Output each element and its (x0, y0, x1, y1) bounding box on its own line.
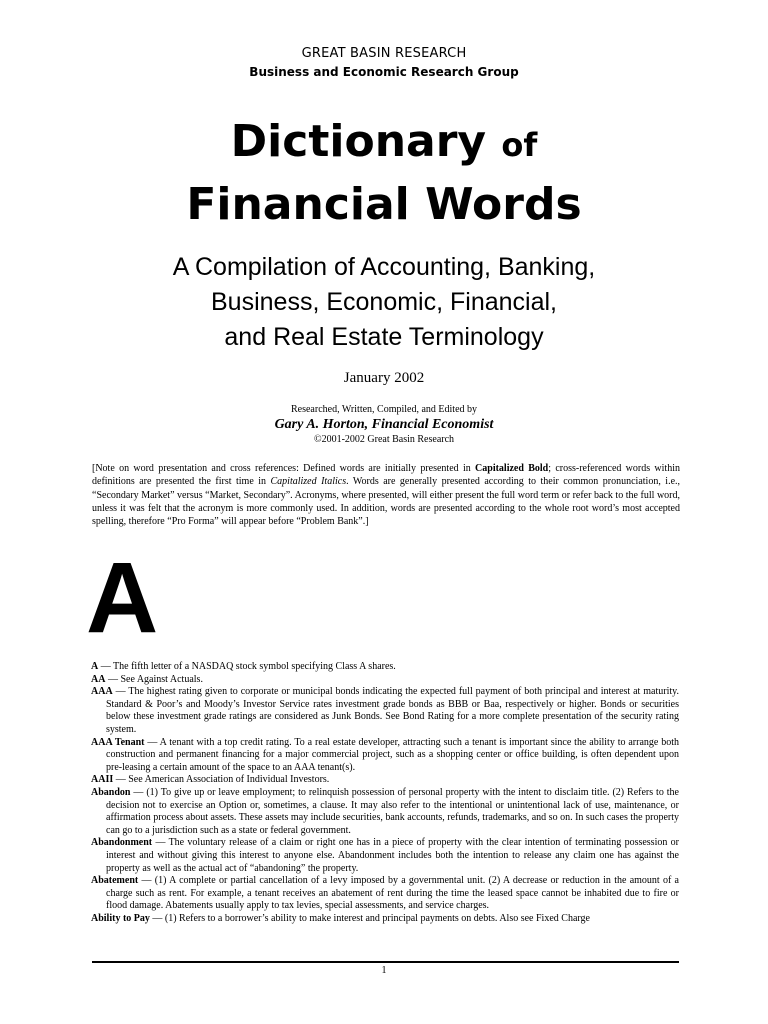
entry-term: AAA (91, 686, 113, 698)
list-item (91, 837, 679, 875)
entry-definition: — The highest rating given to corporate or municipal bonds indicating the expected full payment of both principal and interest at maturity. Standard & Poor’s and Moody’s Investor Service rates investment grade bonds as BBB or Baa, respectively or higher. Bonds or securities below these investment grade ratings are considered as Junk Bonds. See Bond Rating for a more complete presentation of the security rating system. (106, 686, 679, 735)
subtitle-line-2: Business, Economic, Financial, (211, 288, 557, 316)
entry-term: Abandonment (91, 837, 153, 849)
list-item (91, 737, 679, 775)
note-italic-sample: Capitalized Italics (270, 476, 347, 488)
entry-term: A (91, 661, 99, 672)
entry-definition: — (1) To give up or leave employment; to relinquish possession of personal property with the intent to disclaim title. (2) Refers to the decision not to exercise an Option or, sometimes, a clause. It may also refer to the intentional or unintentional lack of use, maintenance, or affirmation process about assets. These assets may include securities, bank accounts, refunds, trademarks, and so on. In such cases the property can go to a jurisdiction such as a state or federal government. (106, 786, 679, 836)
entry-list (91, 661, 679, 925)
subtitle-line-1: A Compilation of Accounting, Banking, (172, 253, 596, 281)
note-bold-sample: Capitalized Bold (475, 463, 549, 474)
entry-term: Abandon (91, 786, 131, 798)
list-item (91, 787, 679, 837)
publication-date: January 2002 (343, 370, 425, 386)
copyright-line: ©2001-2002 Great Basin Research (313, 434, 455, 445)
list-item (91, 913, 679, 926)
list-item (91, 686, 679, 736)
entry-term: AAA Tenant (91, 736, 145, 748)
note-text-3: . Words are generally presented according to their common pronunciation, i.e., “Secondary Market” versus “Market, Secondary”. Acronyms, where presented, will either present the full word term or refer back to the full word, unless it was felt that the acronym is more commonly used. In addition, words are presented according to the whole root word’s most accepted spelling, therefore “Pro Forma” will appear before “Problem Bank”.] (92, 476, 681, 528)
entry-term: Abatement (91, 875, 139, 887)
entry-term: AAII (91, 774, 114, 786)
note-text-1: [Note on word presentation and cross references: Defined words are initially presented in (92, 463, 476, 474)
entry-term: Ability to Pay (91, 912, 150, 924)
entry-definition: — (1) A complete or partial cancellation of a levy imposed by a governmental unit. (2) A decrease or reduction in the amount of a charge such as rent. For example, a tenant receives an abatement of rent during the time the leased space cannot be inhabited due to fire or flood damage. Abatements usually apply to tax levies, special assessments, and service charges. (106, 875, 679, 912)
subtitle-line-3: and Real Estate Terminology (224, 323, 544, 351)
title-line-2: Financial Words (186, 179, 582, 230)
entry-definition: — See Against Actuals. (105, 673, 203, 685)
list-item (91, 661, 679, 674)
entry-definition: — The fifth letter of a NASDAQ stock symbol specifying Class A shares. (98, 661, 396, 672)
footer-rule (92, 961, 679, 963)
entry-definition: — (1) Refers to a borrower’s ability to make interest and principal payments on debts. Also see Fixed Charge (149, 912, 590, 924)
credit-line: Researched, Written, Compiled, and Edited by (290, 404, 478, 415)
entry-term: AA (91, 673, 106, 685)
presentation-note (92, 462, 680, 528)
page-number: 1 (381, 965, 387, 976)
list-item (91, 674, 679, 687)
author-name: Gary A. Horton, Financial Economist (274, 417, 494, 432)
title-word-of: of (501, 126, 538, 164)
organization-name: GREAT BASIN RESEARCH (301, 46, 467, 61)
entry-definition: — The voluntary release of a claim or right one has in a piece of property with the clear intention of terminating possession or interest and without giving this interest to anyone else. Abandonment includes both the intention to release any claim one has against the property as well as the actual act of “abandoning” the property. (106, 837, 679, 874)
title-word-dictionary: Dictionary (230, 116, 487, 167)
list-item (91, 774, 679, 787)
list-item (91, 875, 679, 913)
entry-definition: — See American Association of Individual Investors. (113, 774, 330, 786)
title-line-1 (0, 115, 768, 172)
note-text-2: ; cross-referenced words within definitions are presented the first time in (92, 463, 680, 488)
organization-group: Business and Economic Research Group (249, 65, 519, 79)
section-letter: A (86, 542, 159, 654)
entry-definition: — A tenant with a top credit rating. To a real estate developer, attracting such a tenant is important since the ability to arrange both construction and permanent financing for a major commercial project, such as a shopping center or office building, is often dependent upon pre-leasing a certain amount of the space to an AAA tenant(s). (106, 736, 680, 773)
